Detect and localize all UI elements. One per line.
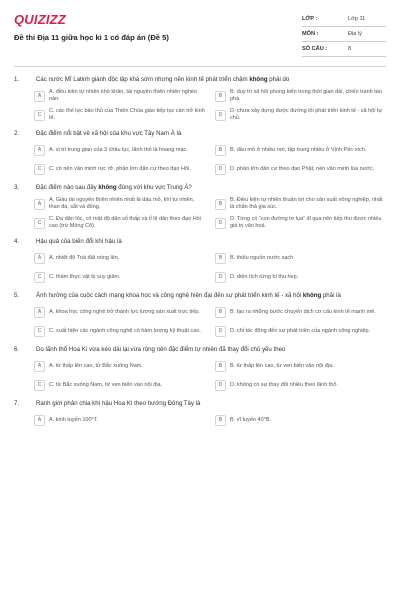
answer-options: [14, 197, 386, 230]
option-letter-box: B: [215, 145, 226, 156]
option-text: C. Đa dân tộc, có mật độ dân số thấp và tỉ lệ dân theo đạo Hồi cao (trừ Mông Cổ).: [49, 216, 201, 229]
answer-option[interactable]: [215, 162, 386, 176]
question-number: 6.: [14, 346, 20, 353]
option-text: B. từ thấp lên cao, từ ven biển vào nội địa.: [230, 362, 334, 369]
question-emphasis: không: [302, 292, 322, 299]
answer-options: [14, 143, 386, 176]
answer-option[interactable]: [34, 143, 205, 157]
option-text: D. chỉ tác động đến sự phát triển của ngành công nghiệp.: [230, 327, 371, 334]
answer-option[interactable]: [34, 108, 205, 122]
question-item: [14, 130, 386, 176]
answer-option[interactable]: [34, 378, 205, 392]
option-letter-box: D: [215, 110, 226, 121]
meta-value: 8: [348, 46, 352, 52]
option-letter-box: C: [34, 218, 45, 229]
question-item: [14, 238, 386, 284]
question-text: [36, 292, 386, 300]
question-number: 4.: [14, 238, 20, 245]
answer-option[interactable]: [34, 413, 205, 427]
question-text: [36, 400, 386, 408]
option-letter-box: D: [215, 164, 226, 175]
meta-label: LỚP :: [302, 16, 318, 22]
question-text-part: Các nước Mĩ Latinh giành độc lập khá sớm nhưng nền kinh tế phát triển chậm: [36, 76, 250, 83]
option-letter-box: A: [34, 145, 45, 156]
option-letter-box: B: [215, 253, 226, 264]
question-text-part: Ranh giới phân chia khí hậu Hoa Kì theo hướng Đông Tây là: [36, 400, 201, 407]
option-text: C. các thế lực bảo thủ của Thiên Chúa giáo tiếp tục cản trở kinh tế.: [49, 108, 205, 121]
option-text: C. xuất hiện các ngành công nghệ có hàm lượng kỹ thuật cao.: [49, 327, 201, 334]
option-letter-box: A: [34, 253, 45, 264]
option-text: B. vĩ tuyến 40°B.: [230, 416, 272, 423]
answer-option[interactable]: [34, 359, 205, 373]
question-text-part: phải là: [321, 292, 341, 299]
option-letter-box: B: [215, 199, 226, 210]
option-text: D. diện tích rừng bị thu hẹp.: [230, 273, 299, 280]
worksheet-header: [14, 0, 386, 67]
answer-option[interactable]: [34, 89, 205, 103]
question-item: [14, 184, 386, 230]
question-text: [36, 130, 386, 138]
question-number: 7.: [14, 400, 20, 407]
option-letter-box: B: [215, 415, 226, 426]
option-text: D. phần lớn dân cư theo đạo Phật, nền văn minh lúa nước.: [230, 165, 375, 172]
option-text: A. vị trí trung gian của 3 châu lục, lãnh thổ là hoang mạc.: [49, 146, 188, 153]
option-text: B. dầu mỏ ở nhiều nơi, tập trung nhiều ở Vịnh Péc-xích.: [230, 146, 367, 153]
option-letter-box: A: [34, 415, 45, 426]
answer-option[interactable]: [215, 324, 386, 338]
option-letter-box: A: [34, 199, 45, 210]
answer-option[interactable]: [215, 89, 386, 103]
question-text: [36, 76, 386, 84]
worksheet-title: Đề thi Địa 11 giữa học kì 1 có đáp án (Đề 5): [14, 33, 169, 42]
meta-value: Lớp 11: [348, 16, 366, 22]
question-text-part: đúng với khu vực Trung Á?: [116, 184, 192, 191]
option-letter-box: D: [215, 218, 226, 229]
option-text: B. duy trì xã hội phong kiến trong thời gian dài, chiến tranh tàn phá.: [230, 89, 382, 102]
question-head: [14, 184, 386, 192]
question-number: 1.: [14, 76, 20, 83]
option-text: C. từ Bắc xuống Nam, từ ven biển vào nội địa.: [49, 381, 163, 388]
answer-option[interactable]: [34, 324, 205, 338]
question-text-part: Đặc điểm nào sau đây: [36, 184, 99, 191]
question-list: [14, 76, 386, 435]
answer-option[interactable]: [215, 216, 386, 230]
answer-option[interactable]: [34, 216, 205, 230]
question-number: 5.: [14, 292, 20, 299]
option-letter-box: C: [34, 272, 45, 283]
answer-option[interactable]: [215, 413, 386, 427]
option-text: D. chưa xây dựng được đường lối phát triển kinh tế - xã hội tự chủ.: [230, 108, 383, 121]
option-text: D. Từng có “con đường tơ lụa” đi qua nên tiếp thu được nhiều giá trị văn hoá.: [230, 216, 382, 229]
answer-option[interactable]: [215, 197, 386, 211]
answer-option[interactable]: [215, 359, 386, 373]
option-text: C. có nền văn minh rực rỡ, phần lớn dân cư theo đạo Hồi.: [49, 165, 191, 172]
answer-option[interactable]: [34, 251, 205, 265]
question-emphasis: không: [249, 76, 268, 83]
meta-row-subject: [302, 27, 386, 42]
answer-option[interactable]: [215, 270, 386, 284]
option-letter-box: D: [215, 272, 226, 283]
option-text: A. kinh tuyến 100°T.: [49, 416, 98, 423]
question-text: [36, 238, 386, 246]
question-number: 3.: [14, 184, 20, 191]
meta-label: MÔN :: [302, 31, 319, 37]
question-item: [14, 400, 386, 427]
question-item: [14, 76, 386, 122]
question-text-part: Do lãnh thổ Hoa Kì vừa kéo dài lại vừa rộng nên đặc điểm tự nhiên đã thay đổi chủ yếu theo: [36, 346, 286, 353]
question-text-part: Hậu quả của biến đổi khí hậu là: [36, 238, 122, 245]
meta-box: [302, 12, 386, 57]
question-text: [36, 184, 386, 192]
option-letter-box: C: [34, 164, 45, 175]
option-letter-box: A: [34, 307, 45, 318]
option-text: A. nhiệt độ Trái đất nóng lên.: [49, 254, 120, 261]
option-text: A. điều kiện tự nhiên khó khăn, tài nguyên thiên nhiên nghèo nàn.: [49, 89, 198, 102]
answer-options: [14, 89, 386, 122]
answer-option[interactable]: [215, 108, 386, 122]
answer-option[interactable]: [34, 270, 205, 284]
answer-options: [14, 413, 386, 427]
option-text: B. tạo ra những bước chuyển dịch cơ cấu kinh tế mạnh mẽ.: [230, 308, 376, 315]
option-text: A. từ thấp lên cao, từ Bắc xuống Nam.: [49, 362, 143, 369]
question-text-part: Đặc điểm nổi bật về xã hội của khu vực Tây Nam Á là: [36, 130, 182, 137]
option-letter-box: D: [215, 380, 226, 391]
meta-row-class: [302, 12, 386, 27]
meta-label: SỐ CÂU :: [302, 46, 328, 52]
answer-option[interactable]: [215, 378, 386, 392]
answer-option[interactable]: [34, 162, 205, 176]
option-text: A. Giàu tài nguyên thiên nhiên nhất là dầu mỏ, khí tự nhiên, than đá, sắt và đồng.: [49, 197, 195, 210]
option-letter-box: A: [34, 361, 45, 372]
question-item: [14, 346, 386, 392]
quizizz-logo: QUIZIZZ: [14, 12, 66, 27]
question-text: [36, 346, 386, 354]
option-text: A. khoa học công nghệ trở thành lực lượng sản xuất trực tiếp.: [49, 308, 200, 315]
meta-row-count: [302, 42, 386, 57]
answer-option[interactable]: [215, 143, 386, 157]
option-letter-box: C: [34, 110, 45, 121]
option-letter-box: D: [215, 326, 226, 337]
question-head: [14, 238, 386, 246]
question-item: [14, 292, 386, 338]
answer-option[interactable]: [34, 305, 205, 319]
option-letter-box: B: [215, 361, 226, 372]
question-head: [14, 400, 386, 408]
answer-options: [14, 305, 386, 338]
question-number: 2.: [14, 130, 20, 137]
option-letter-box: A: [34, 91, 45, 102]
answer-option[interactable]: [34, 197, 205, 211]
meta-value: Địa lý: [348, 31, 362, 37]
option-letter-box: C: [34, 326, 45, 337]
question-head: [14, 346, 386, 354]
answer-options: [14, 251, 386, 284]
option-letter-box: C: [34, 380, 45, 391]
option-text: B. Điều kiện tự nhiên thuận lợi cho sản xuất nông nghiệp, nhất là chăn thả gia súc.: [230, 197, 383, 210]
option-text: B. thiếu nguồn nước sạch.: [230, 254, 295, 261]
option-text: D. không có sự thay đổi nhiều theo lãnh thổ.: [230, 381, 338, 388]
answer-option[interactable]: [215, 305, 386, 319]
question-head: [14, 130, 386, 138]
question-head: [14, 292, 386, 300]
option-letter-box: B: [215, 307, 226, 318]
question-head: [14, 76, 386, 84]
answer-options: [14, 359, 386, 392]
question-text-part: Ảnh hưởng của cuộc cách mạng khoa học và công nghệ hiện đại đến sự phát triển kinh tế - xã hội: [36, 292, 303, 299]
answer-option[interactable]: [215, 251, 386, 265]
option-letter-box: B: [215, 91, 226, 102]
question-text-part: phải do: [267, 76, 290, 83]
question-emphasis: không: [98, 184, 117, 191]
option-text: C. thảm thực vật bị suy giảm.: [49, 273, 121, 280]
